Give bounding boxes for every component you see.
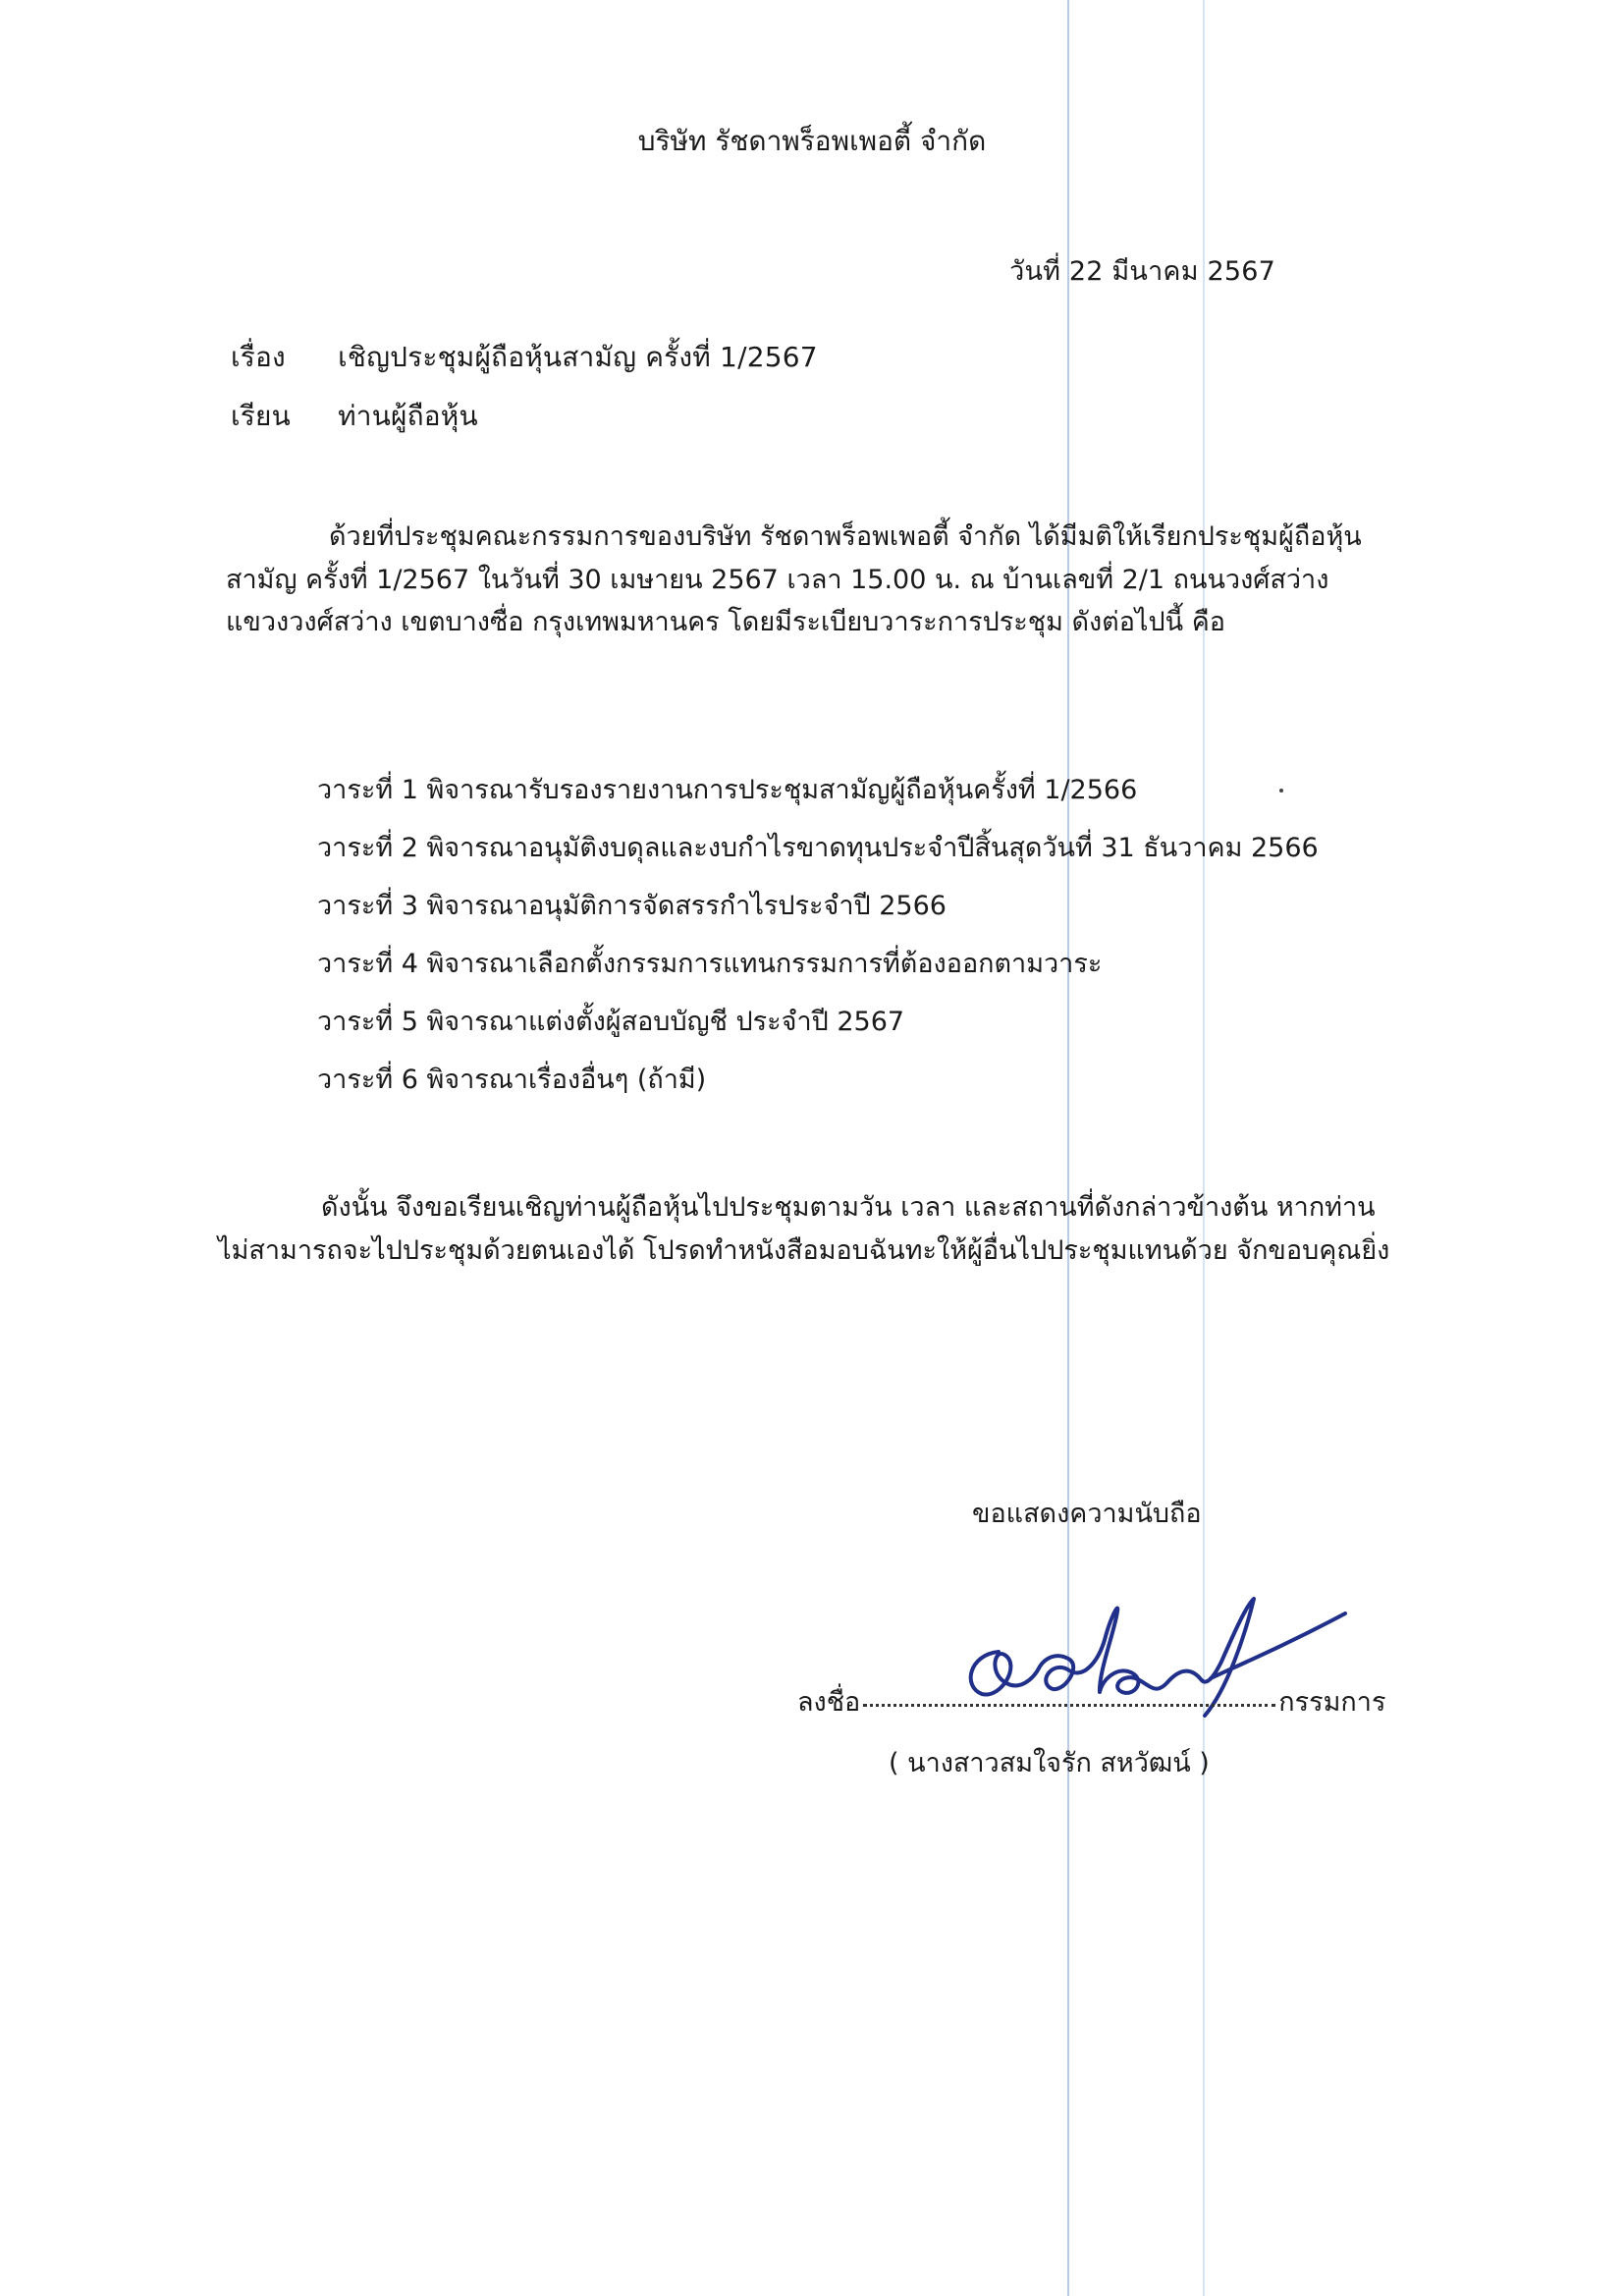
closing-text: ดังนั้น จึงขอเรียนเชิญท่านผู้ถือหุ้นไปประชุมตามวัน เวลา และสถานที่ดังกล่าวข้างต้น หากท่านไม่สามารถจะไปประชุมด้วยตนเองได้ โปรดทำหนังสือมอบฉันทะให้ผู้อื่นไปประชุมแทนด้วย จักขอบคุณยิ่ง [218, 1192, 1390, 1266]
invitation-paragraph [226, 516, 1394, 644]
scan-line-vertical [1203, 0, 1205, 2296]
signer-name: ( นางสาวสมใจรัก สหวัฒน์ ) [889, 1748, 1210, 1778]
scan-line-vertical [1067, 0, 1069, 2296]
closing-salutation: ขอแสดงความนับถือ [972, 1499, 1202, 1529]
sign-prefix: ลงชื่อ [797, 1687, 861, 1718]
signer-position: กรรมการ [1278, 1687, 1386, 1718]
company-name: บริษัท รัชดาพร็อพเพอตี้ จำกัด [637, 125, 987, 157]
document-date: วันที่ 22 มีนาคม 2567 [1009, 256, 1275, 287]
recipient-row [231, 400, 478, 432]
agenda-item: วาระที่ 6 พิจารณาเรื่องอื่นๆ (ถ้ามี) [317, 1065, 707, 1095]
agenda-item: วาระที่ 4 พิจารณาเลือกตั้งกรรมการแทนกรรมการที่ต้องออกตามวาระ [317, 949, 1103, 979]
closing-paragraph [218, 1186, 1401, 1272]
agenda-item: วาระที่ 5 พิจารณาแต่งตั้งผู้สอบบัญชี ประจำปี 2567 [317, 1007, 905, 1037]
signature-line [797, 1689, 1385, 1716]
agenda-item: วาระที่ 1 พิจารณารับรองรายงานการประชุมสามัญผู้ถือหุ้นครั้งที่ 1/2566 [317, 775, 1138, 805]
recipient-text: ท่านผู้ถือหุ้น [338, 400, 478, 432]
subject-row [231, 341, 818, 373]
subject-text: เชิญประชุมผู้ถือหุ้นสามัญ ครั้งที่ 1/2567 [338, 341, 818, 373]
recipient-label: เรียน [231, 400, 291, 432]
invitation-text: ด้วยที่ประชุมคณะกรรมการของบริษัท รัชดาพร็อพเพอตี้ จำกัด ได้มีมติให้เรียกประชุมผู้ถือหุ้นสามัญ ครั้งที่ 1/2567 ในวันที่ 30 เมษายน 2567 เวลา 15.00 น. ณ บ้านเลขที่ 2/1 ถนนวงศ์สว่าง แขวงวงศ์สว่าง เขตบางซื่อ กรุงเทพมหานคร โดยมีระเบียบวาระการประชุม ดังต่อไปนี้ คือ [226, 521, 1362, 638]
agenda-item: วาระที่ 2 พิจารณาอนุมัติงบดุลและงบกำไรขาดทุนประจำปีสิ้นสุดวันที่ 31 ธันวาคม 2566 [317, 833, 1319, 863]
subject-label: เรื่อง [231, 341, 286, 373]
signature-dotted-line [863, 1704, 1275, 1707]
scan-speck [1279, 789, 1283, 793]
agenda-item: วาระที่ 3 พิจารณาอนุมัติการจัดสรรกำไรประจำปี 2566 [317, 891, 947, 921]
agenda-list [317, 761, 1319, 1109]
